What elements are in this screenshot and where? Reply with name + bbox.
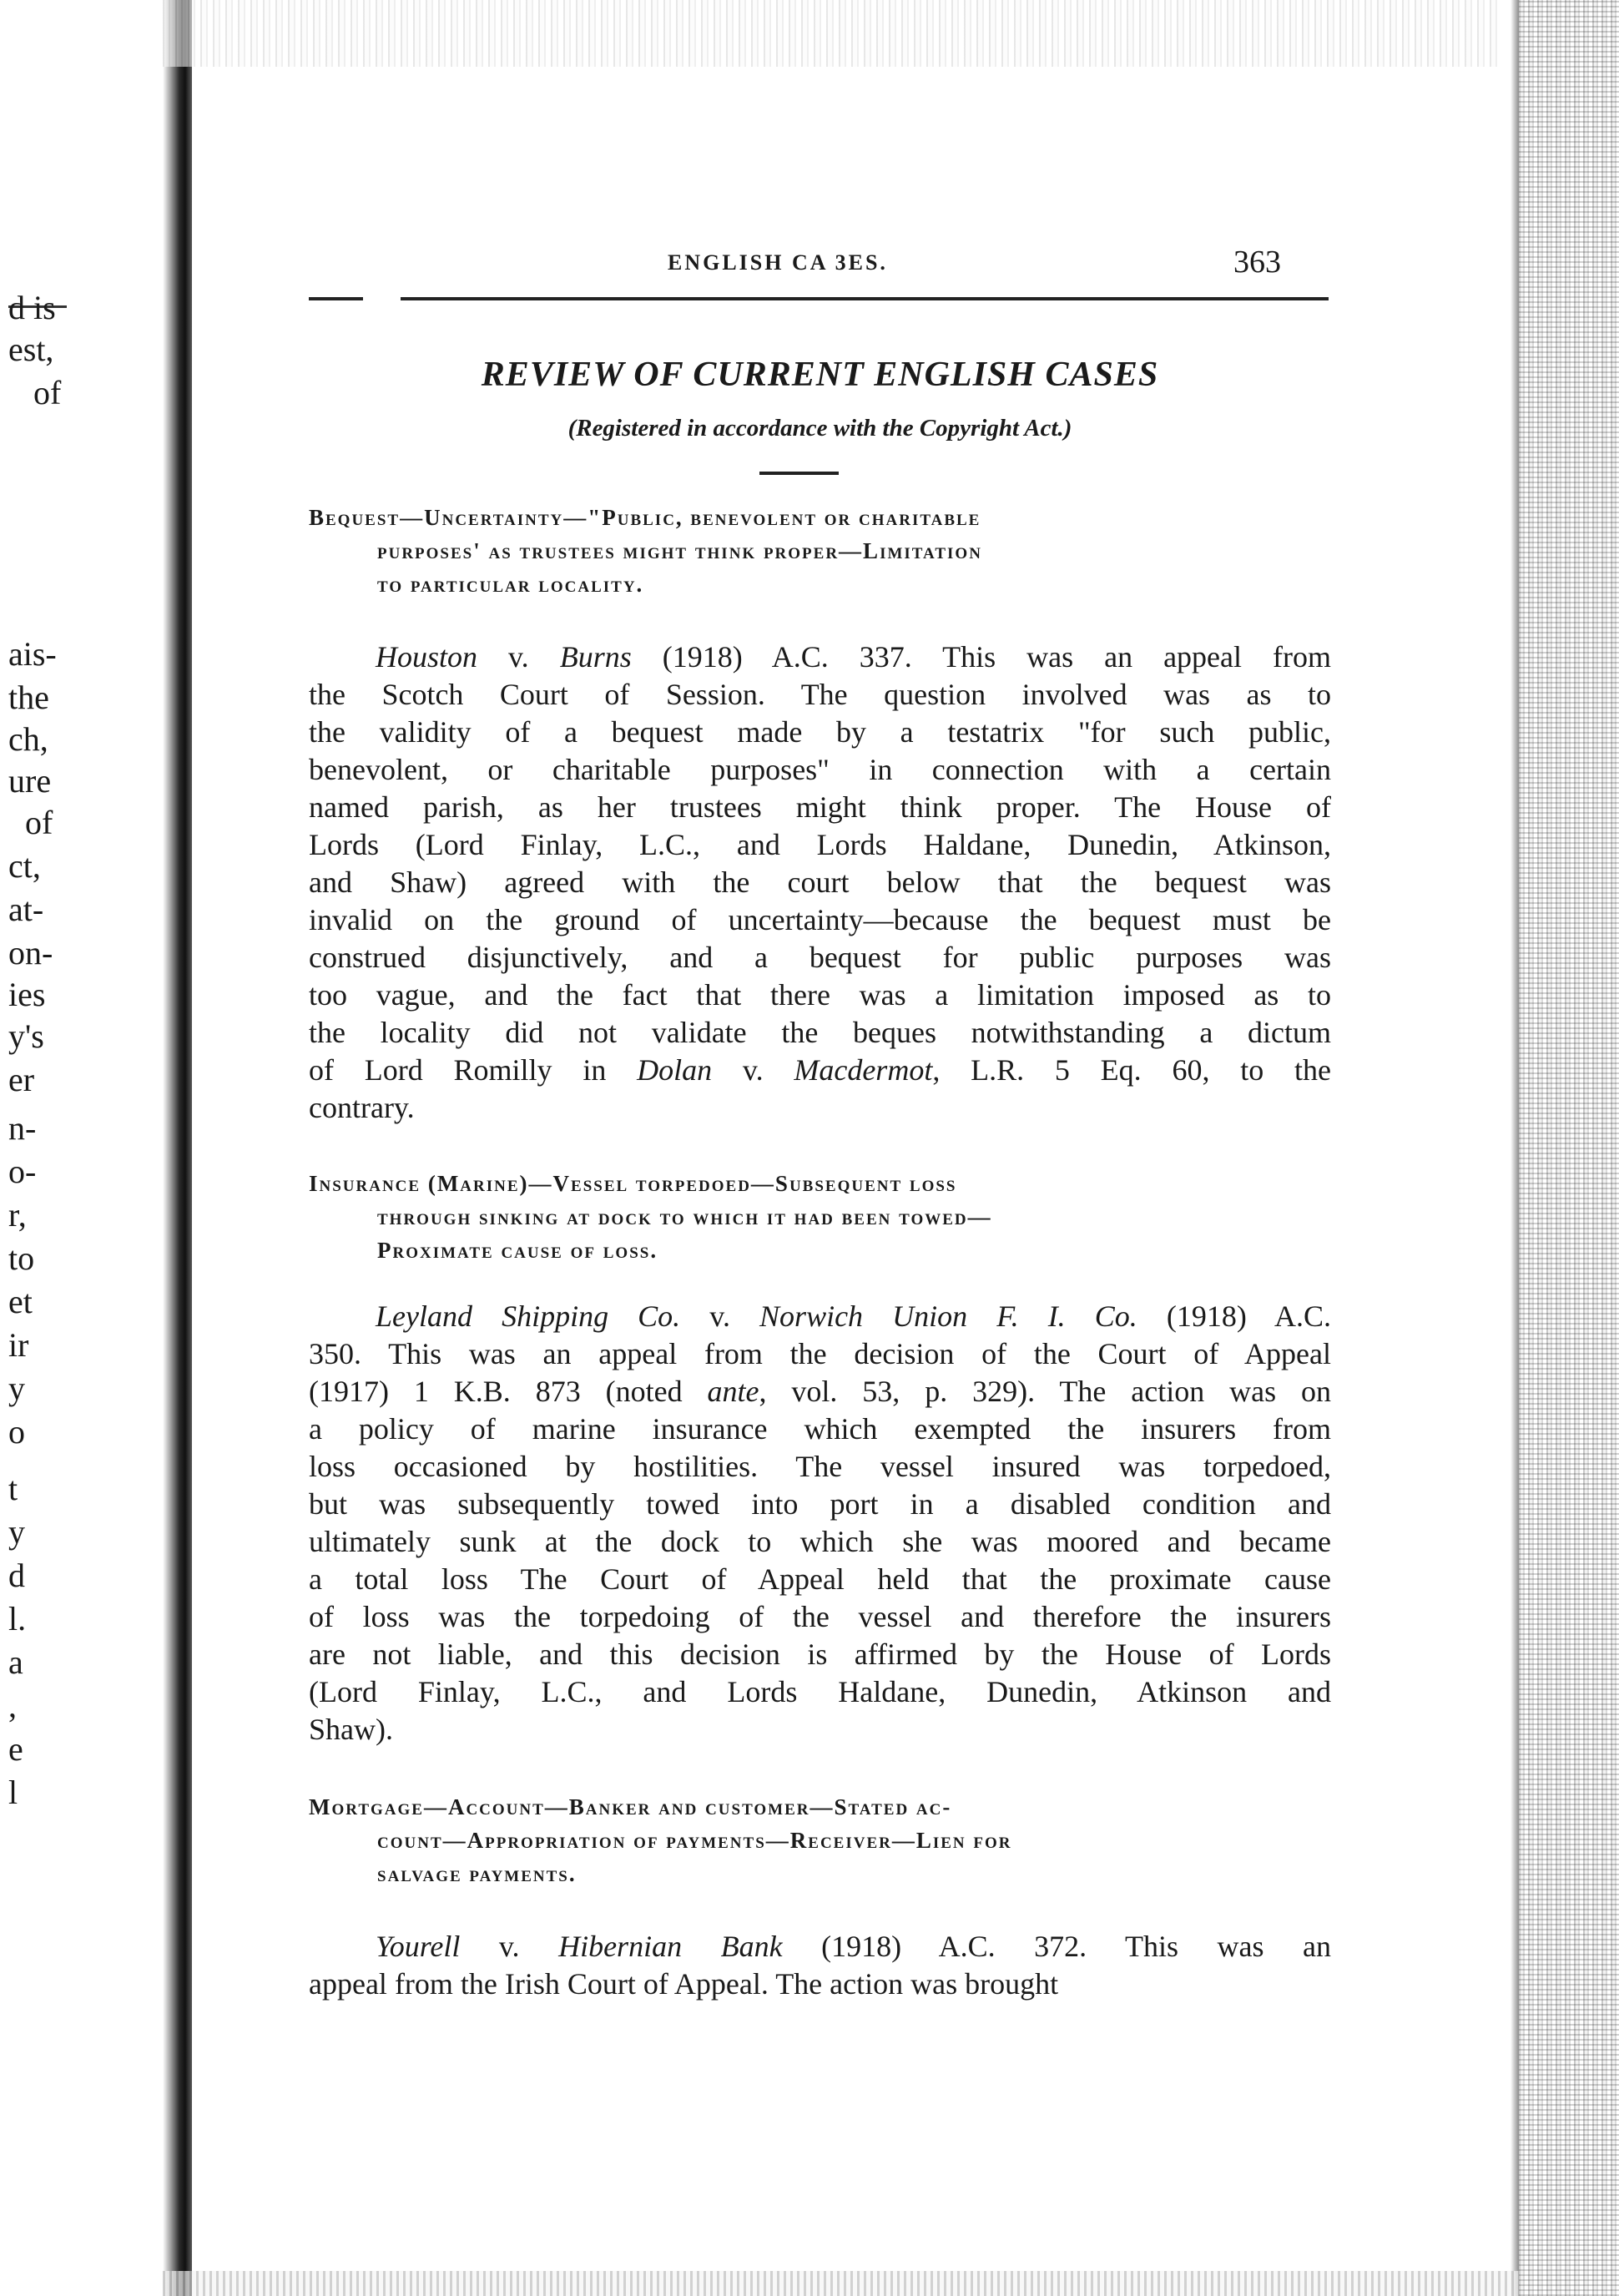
section-heading-mortgage <box>309 1790 1331 1890</box>
paragraph-line: appeal from the Irish Court of Appeal. The action was brought <box>309 1967 1059 2001</box>
facing-page-fragment: l <box>8 1774 18 1811</box>
facing-page-fragment: e <box>8 1730 23 1768</box>
facing-page-fragment: l. <box>8 1600 27 1637</box>
facing-page-fragment: y <box>8 1513 25 1551</box>
facing-page-fragment: y's <box>8 1017 44 1055</box>
facing-page-fragment: to <box>8 1239 35 1277</box>
paragraph-line: (Lord Finlay, L.C., and Lords Haldane, Dunedin, Atkinson and <box>309 1675 1331 1708</box>
paragraph-line: Houston v. Burns (1918) A.C. 337. This was an appeal from <box>376 640 1332 674</box>
heading-line: Insurance (Marine)—Vessel torpedoed—Subsequent loss <box>309 1171 957 1196</box>
heading-line: count—Appropriation of payments—Receiver—Lien for <box>377 1828 1012 1853</box>
running-head-rule <box>401 297 1329 300</box>
facing-page-fragment: o- <box>8 1153 37 1190</box>
paragraph-line: of Lord Romilly in Dolan v. Macdermot, L.R. 5 Eq. 60, to the <box>309 1053 1331 1087</box>
paragraph-line: Shaw). <box>309 1713 393 1746</box>
facing-page-fragment: the <box>8 679 49 716</box>
running-head <box>309 244 1331 294</box>
facing-page-fragment: est, <box>8 331 54 368</box>
heading-line: Mortgage—Account—Banker and customer—Stated ac- <box>309 1794 952 1819</box>
facing-page-fragment: r, <box>8 1196 27 1234</box>
paragraph-line: too vague, and the fact that there was a limitation imposed as to <box>309 978 1331 1012</box>
paragraph-line: (1917) 1 K.B. 873 (noted ante, vol. 53, p. 329). The action was on <box>309 1375 1331 1408</box>
facing-page-fragment: of <box>33 374 62 411</box>
facing-page-fragments <box>8 0 167 2296</box>
facing-page-fragment: et <box>8 1283 33 1320</box>
heading-line: purposes' as trustees might think proper—Limitation <box>377 538 982 563</box>
paragraph-line: Leyland Shipping Co. v. Norwich Union F. I. Co. (1918) A.C. <box>376 1299 1331 1333</box>
facing-page-fragment: d <box>8 1557 25 1594</box>
facing-page-fragment: ure <box>8 762 52 800</box>
section-body-bequest <box>309 638 1331 1127</box>
paragraph-line: the Scotch Court of Session. The question involved was as to <box>309 678 1331 711</box>
paragraph-line: Yourell v. Hibernian Bank (1918) A.C. 372. This was an <box>376 1930 1331 1963</box>
paragraph-line: the locality did not validate the beques notwithstanding a dictum <box>309 1016 1331 1049</box>
paragraph-line: benevolent, or charitable purposes" in connection with a certain <box>309 753 1331 786</box>
facing-page-fragment: ies <box>8 976 46 1013</box>
facing-page-fragment: ct, <box>8 847 41 885</box>
review-subtitle: (Registered in accordance with the Copyright Act.) <box>567 415 1072 442</box>
paragraph-line: construed disjunctively, and a bequest for public purposes was <box>309 941 1331 974</box>
section-heading-bequest <box>309 501 1331 601</box>
facing-page-fragment: at- <box>8 891 44 928</box>
page-number: 363 <box>1233 245 1281 280</box>
paragraph-line: contrary. <box>309 1091 415 1124</box>
running-head-rule-left <box>309 297 363 300</box>
paragraph-line: the validity of a bequest made by a testatrix "for such public, <box>309 715 1331 749</box>
facing-page-fragment: ais- <box>8 635 57 673</box>
paragraph-line: named parish, as her trustees might think proper. The House of <box>309 790 1331 824</box>
paragraph-line: loss occasioned by hostilities. The vessel insured was torpedoed, <box>309 1450 1331 1483</box>
paragraph-line: and Shaw) agreed with the court below that the bequest was <box>309 865 1331 899</box>
heading-line: Bequest—Uncertainty—"Public, benevolent or charitable <box>309 505 981 530</box>
paragraph-line: ultimately sunk at the dock to which she was moored and became <box>309 1525 1331 1558</box>
facing-page-fragment: n- <box>8 1109 37 1147</box>
facing-page-fragment: ir <box>8 1326 29 1364</box>
heading-line: to particular locality. <box>377 572 644 597</box>
paragraph-line: a total loss The Court of Appeal held that the proximate cause <box>309 1562 1331 1596</box>
section-body-insurance <box>309 1298 1331 1748</box>
section-heading-insurance <box>309 1167 1331 1267</box>
paragraph-line: are not liable, and this decision is affirmed by the House of Lords <box>309 1637 1331 1671</box>
facing-page-fragment: , <box>8 1687 17 1724</box>
paragraph-line: invalid on the ground of uncertainty—because the bequest must be <box>309 903 1331 936</box>
paragraph-line: Lords (Lord Finlay, L.C., and Lords Haldane, Dunedin, Atkinson, <box>309 828 1331 861</box>
facing-page-fragment: on- <box>8 934 53 971</box>
scan-top-edge <box>163 0 1498 67</box>
facing-page-fragment: ch, <box>8 720 48 758</box>
facing-page-fragment: er <box>8 1061 35 1098</box>
facing-page-fragment: y <box>8 1370 25 1407</box>
section-body-mortgage <box>309 1928 1331 2003</box>
title-rule <box>759 472 839 475</box>
scan-right-margin <box>1519 0 1619 2296</box>
facing-page-fragment: a <box>8 1643 23 1681</box>
review-title: REVIEW OF CURRENT ENGLISH CASES <box>481 356 1159 394</box>
facing-page-fragment: of <box>25 804 53 841</box>
heading-line: salvage payments. <box>377 1861 577 1886</box>
facing-page-fragment: d is <box>8 289 56 326</box>
paragraph-line: a policy of marine insurance which exempted the insurers from <box>309 1412 1331 1446</box>
paragraph-line: of loss was the torpedoing of the vessel and therefore the insurers <box>309 1600 1331 1633</box>
heading-line: Proximate cause of loss. <box>377 1238 658 1263</box>
paragraph-line: 350. This was an appeal from the decision of the Court of Appeal <box>309 1337 1331 1370</box>
facing-page-fragment: t <box>8 1470 18 1507</box>
heading-line: through sinking at dock to which it had been towed— <box>377 1204 992 1229</box>
scan-right-edge <box>1511 0 1519 2296</box>
facing-page-fragment: o <box>8 1413 25 1451</box>
scan-bottom-edge <box>163 2271 1519 2296</box>
paragraph-line: but was subsequently towed into port in a disabled condition and <box>309 1487 1331 1521</box>
running-title: ENGLISH CA 3ES. <box>668 250 888 275</box>
